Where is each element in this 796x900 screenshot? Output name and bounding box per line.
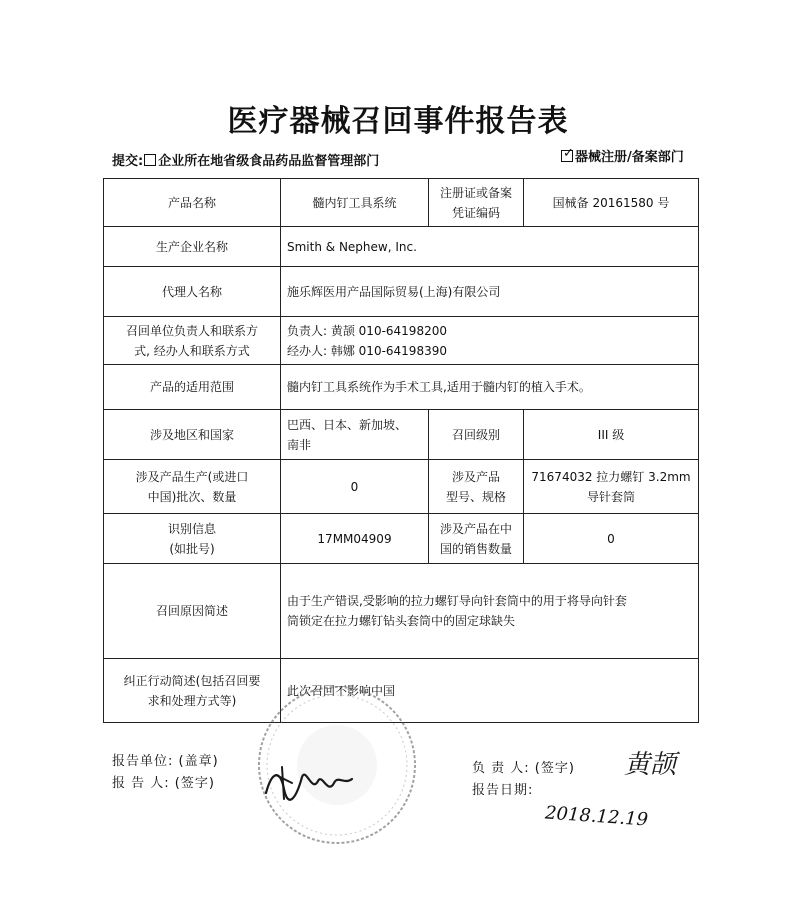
table-row [104,179,699,227]
manufacturer-value: Smith & Nephew, Inc. [281,227,699,267]
reason-value-line2: 筒锁定在拉力螺钉钻头套筒中的固定球缺失 [287,614,516,628]
table-row [104,514,699,564]
report-unit-label: 报告单位: (盖章) [112,754,219,769]
reason-label: 召回原因简述 [104,564,281,659]
registration-value: 国械备 20161580 号 [524,179,699,227]
agent-label: 代理人名称 [104,267,281,317]
submit-prefix: 提交: [112,154,144,169]
contact-value [281,317,699,365]
batch-value: 0 [281,460,429,514]
table-row [104,317,699,365]
submit-line-right [560,146,684,165]
sales-label [429,514,524,564]
region-value-line1: 巴西、日本、新加坡、 [287,417,408,432]
scope-label: 产品的适用范围 [104,365,281,410]
region-value [281,410,429,460]
report-date-handwritten: 2018.12.19 [544,802,649,831]
responsible-signature: 黄颉 [624,750,677,780]
batch-label-line2: 中国)批次、数量 [147,489,237,504]
checkbox-registration[interactable] [561,150,573,162]
table-row [104,460,699,514]
id-label-line2: (如批号) [169,541,215,556]
sales-label-line1: 涉及产品在中 [439,521,512,536]
sales-value: 0 [524,514,699,564]
sales-label-line2: 国的销售数量 [439,541,512,556]
table-row [104,267,699,317]
batch-label-line1: 涉及产品生产(或进口 [135,469,249,484]
registration-label [429,179,524,227]
model-label-line2: 型号、规格 [445,489,506,504]
table-row [104,410,699,460]
submit-option-provincial: 企业所在地省级食品药品监督管理部门 [158,154,380,169]
model-value-line2: 导针套筒 [586,489,635,504]
contact-label [104,317,281,365]
model-value-line1: 71674032 拉力螺钉 3.2mm [531,469,691,484]
product-name-label: 产品名称 [104,179,281,227]
registration-label-line1: 注册证或备案 [439,185,512,200]
table-row [104,227,699,267]
model-label-line1: 涉及产品 [451,469,500,484]
region-label: 涉及地区和国家 [104,410,281,460]
submit-line [112,150,379,169]
reporter-label: 报 告 人: (签字) [112,776,215,791]
contact-label-line1: 召回单位负责人和联系方 [125,323,258,338]
recall-report-table [103,178,699,723]
action-value: 此次召回不影响中国 [281,659,699,723]
reason-value [281,564,699,659]
id-label-line1: 识别信息 [167,521,216,536]
contact-value-line2: 经办人: 韩娜 010-64198390 [287,343,447,358]
model-value [524,460,699,514]
reason-value-line1: 由于生产错误,受影响的拉力螺钉导向针套筒中的用于将导向针套 [287,594,627,608]
action-label-line1: 纠正行动简述(包括召回要 [123,673,261,688]
contact-label-line2: 式, 经办人和联系方式 [134,343,250,358]
id-label [104,514,281,564]
contact-value-line1: 负责人: 黄颉 010-64198200 [287,323,447,338]
manufacturer-label: 生产企业名称 [104,227,281,267]
table-row [104,365,699,410]
agent-value: 施乐辉医用产品国际贸易(上海)有限公司 [281,267,699,317]
batch-label [104,460,281,514]
scope-value: 髓内钉工具系统作为手术工具,适用于髓内钉的植入手术。 [281,365,699,410]
recall-level-label: 召回级别 [429,410,524,460]
page-title: 医疗器械召回事件报告表 [227,104,569,139]
region-value-line2: 南非 [287,437,312,452]
registration-label-line2: 凭证编码 [451,205,500,220]
report-date-label: 报告日期: [472,783,534,798]
id-value: 17MM04909 [281,514,429,564]
recall-level-value: III 级 [524,410,699,460]
product-name-value: 髓内钉工具系统 [281,179,429,227]
table-row [104,564,699,659]
reporter-signature [262,763,357,810]
model-label [429,460,524,514]
checkbox-provincial[interactable] [144,154,156,166]
responsible-label: 负 责 人: (签字) [472,761,575,776]
submit-option-registration: 器械注册/备案部门 [575,150,684,165]
action-label-line2: 求和处理方式等) [147,693,237,708]
